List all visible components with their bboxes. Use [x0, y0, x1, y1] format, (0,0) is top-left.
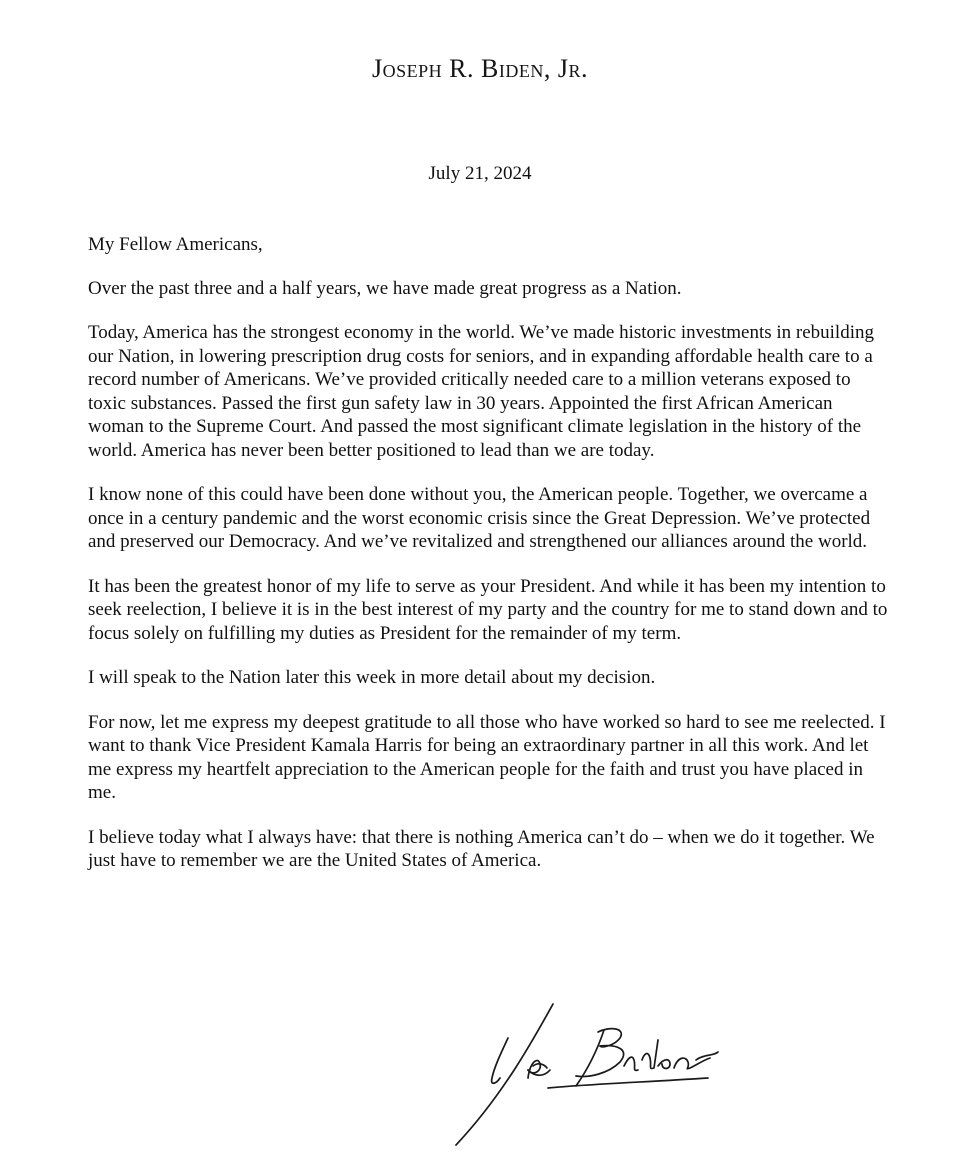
letter-body — [88, 233, 888, 894]
paragraph-6: For now, let me express my deepest gratitude to all those who have worked so hard to see me reelected. I want to thank Vice President Kamala Harris for being an extraordinary partner in all this work. And let me express my heartfelt appreciation to the American people for the faith and trust you have placed in me. — [88, 711, 886, 803]
paragraph-5: I will speak to the Nation later this week in more detail about my decision. — [88, 667, 656, 688]
salutation: My Fellow Americans, — [88, 234, 263, 255]
paragraph-2: Today, America has the strongest economy in the world. We’ve made historic investments in rebuilding our Nation, in lowering prescription drug costs for seniors, and in expanding affordable health care to a record number of Americans. We’ve provided critically needed care to a million veterans exposed to toxic substances. Passed the first gun safety law in 30 years. Appointed the first African American woman to the Supreme Court. And passed the most significant climate legislation in the history of the world. America has never been better positioned to lead than we are today. — [88, 322, 874, 461]
letter-date: July 21, 2024 — [428, 163, 532, 184]
paragraph-7: I believe today what I always have: that there is nothing America can’t do – when we do it together. We just have to remember we are the United States of America. — [88, 826, 875, 871]
paragraph-1: Over the past three and a half years, we have made great progress as a Nation. — [88, 277, 682, 299]
handwritten-signature — [448, 1000, 748, 1150]
paragraph-4: It has been the greatest honor of my life to serve as your President. And while it has been my intention to seek reelection, I believe it is in the best interest of my party and the country for me to stand down and to focus solely on fulfilling my duties as President for the remainder of my term. — [88, 575, 888, 644]
paragraph-3: I know none of this could have been done without you, the American people. Together, we overcame a once in a century pandemic and the worst economic crisis since the Great Depression. We’ve protected and preserved our Democracy. And we’ve revitalized and strengthened our alliances around the world. — [88, 484, 871, 552]
letterhead: Joseph R. Biden, Jr. — [372, 54, 588, 83]
